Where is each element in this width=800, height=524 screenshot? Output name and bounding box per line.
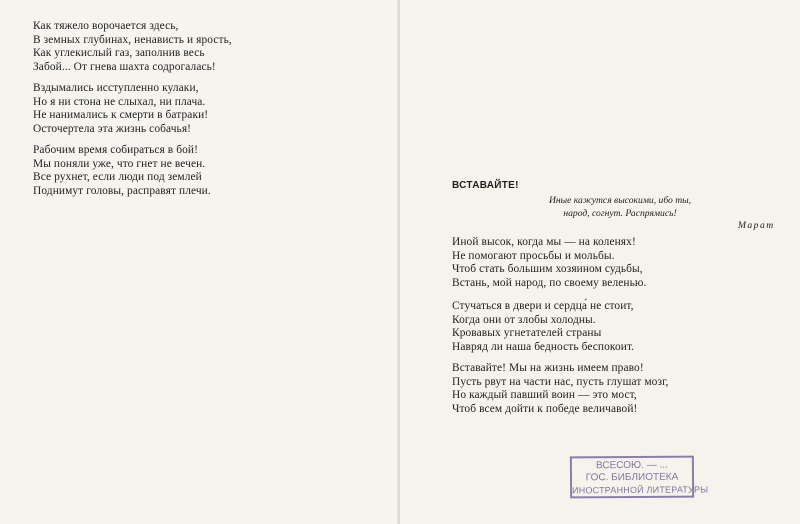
right-stanza-3 xyxy=(452,362,669,416)
poem-line: Кровавых угнетателей страны xyxy=(452,327,602,340)
epigraph xyxy=(535,195,705,220)
epigraph-line: Иные кажутся высокими, ибо ты, xyxy=(548,195,692,206)
poem-line: Все рухнет, если люди под землей xyxy=(33,171,202,184)
poem-line: Чтоб стать большим хозяином судьбы, xyxy=(452,263,643,276)
library-stamp xyxy=(570,456,709,499)
epigraph-author: Марат xyxy=(738,220,775,231)
poem-line: Забой... От гнева шахта содрогалась! xyxy=(33,60,216,73)
poem-line: Когда они от злобы холодны. xyxy=(452,313,596,326)
poem-line: Поднимут головы, расправят плечи. xyxy=(33,184,211,197)
epigraph-line: народ, согнут. Распрямись! xyxy=(563,207,677,219)
poem-line: Но каждый павший воин — это мост, xyxy=(452,389,637,402)
poem-line: Стучаться в двери и сердца́ не стоит, xyxy=(452,300,634,312)
poem-line: Но я ни стона не слыхал, ни плача. xyxy=(33,95,206,108)
poem-line: В земных глубинах, ненависть и ярость, xyxy=(33,33,232,46)
poem-line: Вздымались исступленно кулаки, xyxy=(33,82,199,94)
poem-title: ВСТАВАЙТЕ! xyxy=(452,180,519,191)
stamp-line: ГОС. БИБЛИОТЕКА xyxy=(585,471,679,484)
right-stanza-1 xyxy=(452,236,646,290)
poem-line: Рабочим время собираться в бой! xyxy=(33,144,199,156)
left-stanza-1 xyxy=(33,20,232,74)
poem-line: Встань, мой народ, по своему веленью. xyxy=(452,276,647,289)
poem-line: Осточертела эта жизнь собачья! xyxy=(33,122,192,135)
left-stanza-3 xyxy=(33,144,211,198)
stamp-line: ВСЕСОЮ. — ... xyxy=(595,459,668,472)
poem-line: Чтоб всем дойти к победе величавой! xyxy=(452,402,638,415)
poem-line: Иной высок, когда мы — на коленях! xyxy=(452,236,636,248)
right-stanza-2 xyxy=(452,300,634,354)
left-stanza-2 xyxy=(33,82,208,136)
poem-line: Вставайте! Мы на жизнь имеем право! xyxy=(452,362,644,374)
stamp-line: ИНОСТРАННОЙ ЛИТЕРАТУРЫ xyxy=(572,484,709,496)
poem-line: Как углекислый газ, заполнив весь xyxy=(33,47,205,60)
poem-line: Пусть рвут на части нас, пусть глушат мозг, xyxy=(452,375,669,388)
poem-line: Как тяжело ворочается здесь, xyxy=(33,20,179,32)
poem-line: Навряд ли наша бедность беспокоит. xyxy=(452,340,635,353)
poem-line: Не помогают просьбы и мольбы. xyxy=(452,249,615,262)
poem-line: Не нанимались к смерти в батраки! xyxy=(33,109,209,122)
poem-line: Мы поняли уже, что гнет не вечен. xyxy=(33,157,206,170)
